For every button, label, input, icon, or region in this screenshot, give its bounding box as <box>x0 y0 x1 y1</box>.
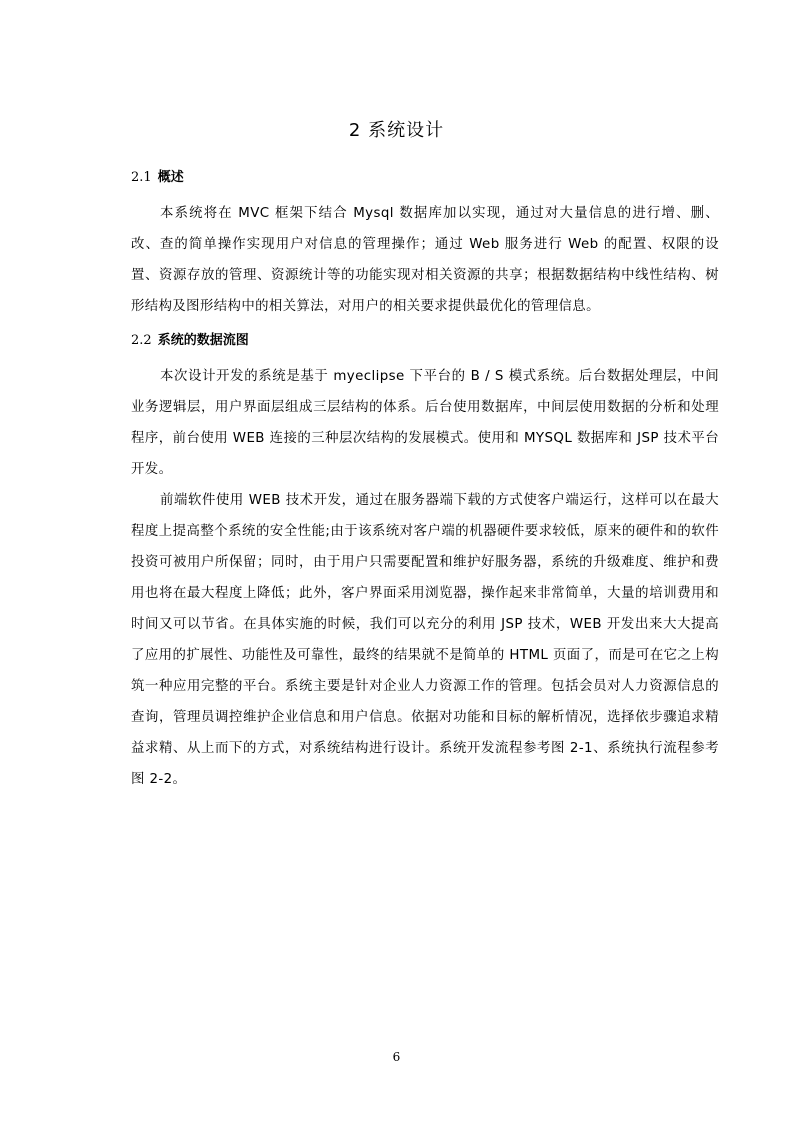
paragraph-architecture: 本次设计开发的系统是基于 myeclipse 下平台的 B / S 模式系统。后台数据处理层，中间业务逻辑层，用户界面层组成三层结构的体系。后台使用数据库，中间层使用数据的分析和处理程序，前台使用 WEB 连接的三种层次结构的发展模式。使用和 MYSQL 数据库和 JSP 技术平台开发。 <box>131 369 719 477</box>
section-title: 概述 <box>157 170 184 185</box>
section-number: 2.2 <box>131 333 152 348</box>
page-number: 6 <box>392 1050 401 1064</box>
section-title: 系统的数据流图 <box>157 333 249 348</box>
section-heading-2-2 <box>131 331 249 351</box>
chapter-title: 2 系统设计 <box>348 120 445 141</box>
section-number: 2.1 <box>131 170 152 185</box>
paragraph-frontend: 前端软件使用 WEB 技术开发，通过在服务器端下载的方式使客户端运行，这样可以在最大程度上提高整个系统的安全性能;由于该系统对客户端的机器硬件要求较低，原来的硬件和的软件投资可被用户所保留；同时，由于用户只需要配置和维护好服务器，系统的升级难度、维护和费用也将在最大程度上降低；此外，客户界面采用浏览器，操作起来非常简单，大量的培训费用和时间又可以节省。在具体实施的时候，我们可以充分的利用 JSP 技术，WEB 开发出来大大提高了应用的扩展性、功能性及可靠性，最终的结果就不是简单的 HTML 页面了，而是可在它之上构筑一种应用完整的平台。系统主要是针对企业人力资源工作的管理。包括会员对人力资源信息的查询，管理员调控维护企业信息和用户信息。依据对功能和目标的解析情况，选择依步骤追求精益求精、从上而下的方式，对系统结构进行设计。系统开发流程参考图 2-1、系统执行流程参考图 2-2。 <box>131 493 719 787</box>
section-heading-2-1 <box>131 168 184 188</box>
paragraph-overview: 本系统将在 MVC 框架下结合 Mysql 数据库加以实现，通过对大量信息的进行增、删、改、查的简单操作实现用户对信息的管理操作；通过 Web 服务进行 Web 的配置、权限的设置、资源存放的管理、资源统计等的功能实现对相关资源的共享；根据数据结构中线性结构、树形结构及图形结构中的相关算法，对用户的相关要求提供最优化的管理信息。 <box>131 206 719 314</box>
